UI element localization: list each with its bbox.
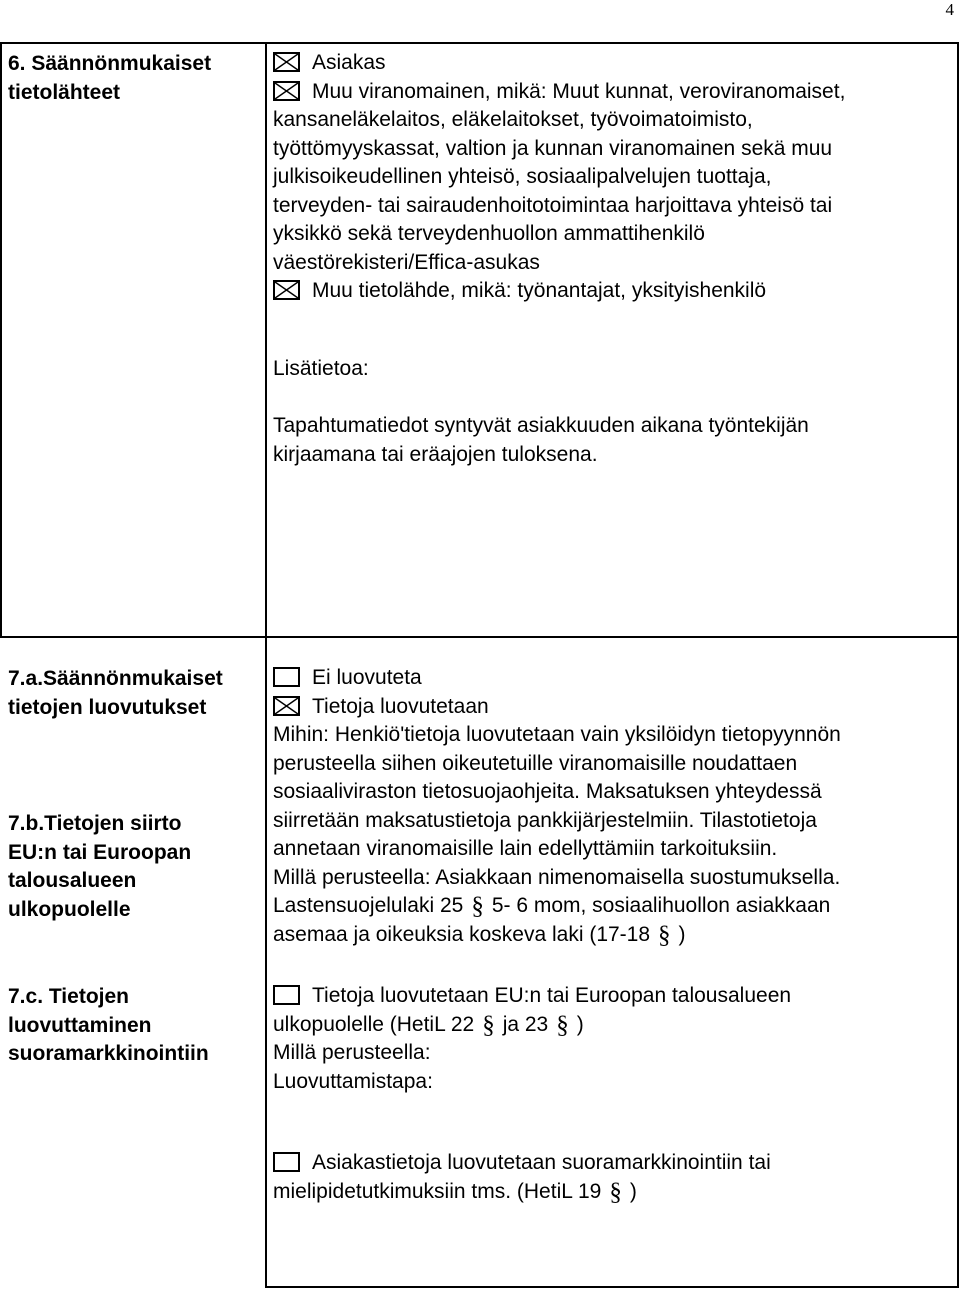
text-line: Millä perusteella: [273, 1041, 431, 1064]
table-right-border [957, 42, 959, 1288]
option-muu-viranomainen[interactable] [273, 78, 953, 107]
section7a-label [8, 665, 258, 722]
table-row-divider [0, 636, 959, 638]
option-suoramarkkinointi[interactable] [273, 1149, 953, 1178]
table-bottom-border [266, 1286, 959, 1288]
checkbox-checked-icon[interactable] [273, 280, 300, 300]
law-reference-line2 [273, 921, 953, 950]
text-line: Millä perusteella: Asiakkaan nimenomaisella suostumuksella. [273, 865, 841, 889]
text-line: sosiaaliviraston tietosuojaohjeita. Maksatuksen yhteydessä [273, 780, 822, 803]
text-line: julkisoikeudellinen yhteisö, sosiaalipalvelujen tuottaja, [273, 165, 772, 188]
label-line: 7.c. Tietojen [8, 985, 129, 1008]
text-fragment: mielipidetutkimuksiin tms. (HetiL 19 [273, 1179, 602, 1203]
section6-label [8, 50, 258, 107]
label-line: talousalueen [8, 869, 137, 892]
checkbox-unchecked-icon[interactable] [273, 1152, 300, 1172]
section7c-content [273, 1149, 953, 1206]
section6-sources [273, 49, 953, 306]
label-line: 7.a.Säännönmukaiset [8, 667, 223, 690]
section-sign-icon: § [609, 1178, 622, 1206]
text-line: kirjaamana tai eräajojen tuloksena. [273, 442, 598, 466]
text-line: perusteella siihen oikeutetuille viranomaisille noudattaen [273, 751, 798, 775]
section-sign-icon: § [658, 921, 671, 949]
option-label: Asiakas [312, 51, 386, 74]
text-fragment: ) [678, 922, 686, 946]
page-number: 4 [945, 0, 954, 19]
text-line: kansaneläkelaitos, eläkelaitokset, työvoimatoimisto, [273, 108, 753, 131]
section6-label-line1: 6. Säännönmukaiset [8, 52, 212, 75]
lisatietoa-text [273, 412, 953, 469]
option-label: Ei luovuteta [312, 666, 422, 689]
text-line: väestörekisteri/Effica-asukas [273, 250, 540, 274]
option-label: Asiakastietoja luovutetaan suoramarkkinointiin tai [312, 1151, 771, 1174]
text-fragment: 5- 6 mom, sosiaalihuollon asiakkaan [491, 894, 831, 917]
text-line: annetaan viranomaisille lain edellyttämiin tarkoituksiin. [273, 837, 778, 860]
section7b-content [273, 982, 953, 1096]
law-reference-line1 [273, 892, 953, 921]
option-label: Muu tietolähde, mikä: työnantajat, yksityishenkilö [312, 279, 767, 302]
text-line: työttömyyskassat, valtion ja kunnan viranomainen sekä muu [273, 136, 833, 160]
eu-law-line [273, 1011, 953, 1040]
label-line: ulkopuolelle [8, 897, 131, 921]
text-line: Luovuttamistapa: [273, 1069, 433, 1093]
table-column-divider [265, 42, 267, 1288]
label-line: EU:n tai Euroopan [8, 840, 192, 864]
text-fragment: ja 23 [502, 1012, 549, 1036]
text-fragment: ulkopuolelle (HetiL 22 [273, 1012, 475, 1036]
text-line: Tapahtumatiedot syntyvät asiakkuuden aikana työntekijän [273, 414, 809, 437]
label-line: suoramarkkinointiin [8, 1042, 209, 1065]
option-label: Tietoja luovutetaan EU:n tai Euroopan talousalueen [312, 984, 792, 1007]
option-asiakas[interactable] [273, 49, 953, 78]
section7c-label [8, 983, 258, 1069]
text-fragment: Lastensuojelulaki 25 [273, 894, 464, 917]
checkbox-checked-icon[interactable] [273, 52, 300, 72]
text-line: Mihin: Henkiö'tietoja luovutetaan vain yksilöidyn tietopyynnön [273, 723, 841, 746]
section-sign-icon: § [471, 893, 484, 920]
table-left-border [0, 42, 2, 638]
lisatietoa-label [273, 355, 953, 384]
checkbox-unchecked-icon[interactable] [273, 667, 300, 687]
label-line: 7.b.Tietojen siirto [8, 812, 182, 835]
text-line: terveyden- tai sairaudenhoitotoimintaa harjoittava yhteisö tai [273, 193, 833, 217]
label-line: tietojen luovutukset [8, 695, 207, 719]
option-label: Tietoja luovutetaan [312, 694, 489, 718]
sm-law-line [273, 1178, 953, 1207]
text-fragment: ) [629, 1179, 637, 1203]
table-top-border [0, 42, 959, 44]
lisatietoa-heading: Lisätietoa: [273, 357, 369, 380]
text-line: yksikkö sekä terveydenhuollon ammattihenkilö [273, 222, 705, 245]
checkbox-unchecked-icon[interactable] [273, 985, 300, 1005]
option-eu-siirto[interactable] [273, 982, 953, 1011]
text-fragment: ) [576, 1012, 584, 1036]
checkbox-checked-icon[interactable] [273, 696, 300, 716]
section7b-label [8, 810, 258, 924]
text-line: siirretään maksatustietoja pankkijärjestelmiin. Tilastotietoja [273, 808, 817, 832]
option-ei-luovuteta[interactable] [273, 664, 953, 693]
section6-label-line2: tietolähteet [8, 80, 121, 104]
section7a-content [273, 664, 953, 949]
option-label: Muu viranomainen, mikä: Muut kunnat, veroviranomaiset, [312, 79, 846, 103]
section-sign-icon: § [556, 1011, 569, 1039]
section-sign-icon: § [482, 1011, 495, 1039]
label-line: luovuttaminen [8, 1013, 152, 1037]
option-muu-tietolahde[interactable] [273, 277, 953, 306]
text-fragment: asemaa ja oikeuksia koskeva laki (17-18 [273, 922, 651, 946]
checkbox-checked-icon[interactable] [273, 81, 300, 101]
option-tietoja-luovutetaan[interactable] [273, 693, 953, 722]
